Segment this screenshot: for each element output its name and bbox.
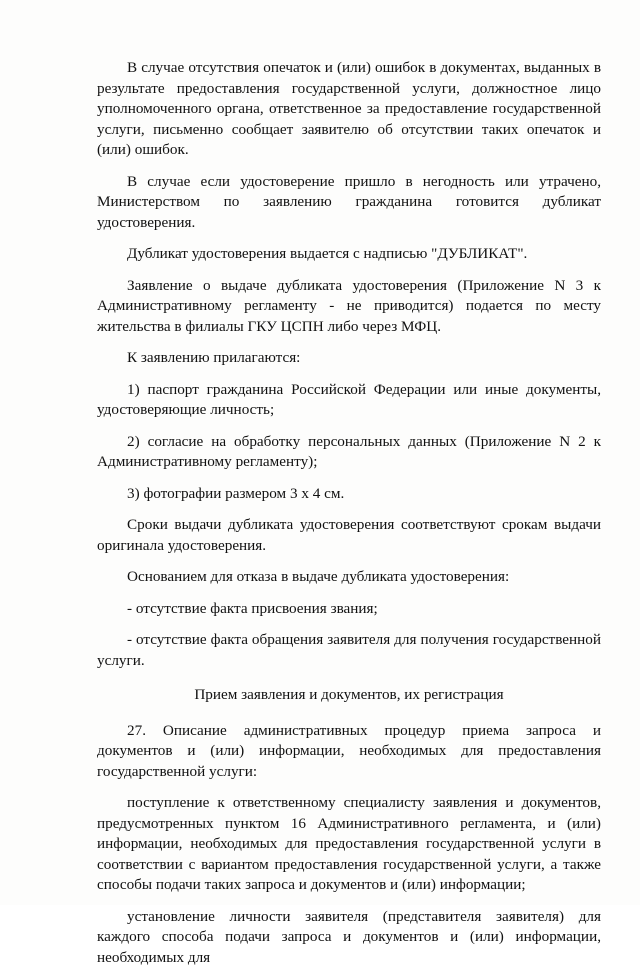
paragraph-identity-verification: установление личности заявителя (представителя заявителя) для каждого способа подачи запроса и документов и (или) информации, необходимых для: [97, 907, 601, 966]
paragraph-duplicate-reason: В случае если удостоверение пришло в негодность или утрачено, Министерством по заявлению гражданина готовится дубликат удостоверения.: [97, 172, 601, 231]
list-item-passport: 1) паспорт гражданина Российской Федерации или иные документы, удостоверяющие личность;: [97, 380, 601, 418]
list-item-no-title: - отсутствие факта присвоения звания;: [127, 599, 378, 617]
paragraph-attachments-intro: К заявлению прилагаются:: [127, 349, 301, 366]
paragraph-duplicate-application: Заявление о выдаче дубликата удостоверения (Приложение N 3 к Административному регламенту - не приводится) подается по месту жительства в филиалы ГКУ ЦСПН либо через МФЦ.: [97, 276, 601, 335]
document-body: [97, 58, 601, 979]
paragraph-receipt-of-application: поступление к ответственному специалисту заявления и документов, предусмотренных пунктом 16 Административного регламента, и (или) информации, необходимых для предоставления государственной услуги в соответствии с вариантом предоставления государственной услуги, а также способы подачи таких запроса и документов и (или) информации;: [97, 794, 601, 893]
list-item-no-request: - отсутствие факта обращения заявителя для получения государственной услуги.: [97, 631, 601, 669]
paragraph-refusal-grounds: Основанием для отказа в выдаче дубликата удостоверения:: [127, 568, 510, 585]
paragraph-no-errors: В случае отсутствия опечаток и (или) ошибок в документах, выданных в результате предоставления государственной услуги, должностное лицо уполномоченного органа, ответственное за предоставление государственной услуги, письменно сообщает заявителю об отсутствии таких опечаток и (или) ошибок.: [97, 59, 601, 158]
list-item-consent: 2) согласие на обработку персональных данных (Приложение N 2 к Административному регламенту);: [97, 432, 601, 470]
list-item-photos: 3) фотографии размером 3 х 4 см.: [127, 484, 345, 502]
paragraph-duplicate-label: Дубликат удостоверения выдается с надписью "ДУБЛИКАТ".: [127, 245, 528, 262]
paragraph-issue-terms: Сроки выдачи дубликата удостоверения соответствуют срокам выдачи оригинала удостоверения.: [97, 516, 601, 554]
section-heading: Прием заявления и документов, их регистрация: [194, 686, 504, 703]
paragraph-27-description: 27. Описание административных процедур приема запроса и документов и (или) информации, необходимых для предоставления государственной услуги:: [97, 721, 601, 780]
